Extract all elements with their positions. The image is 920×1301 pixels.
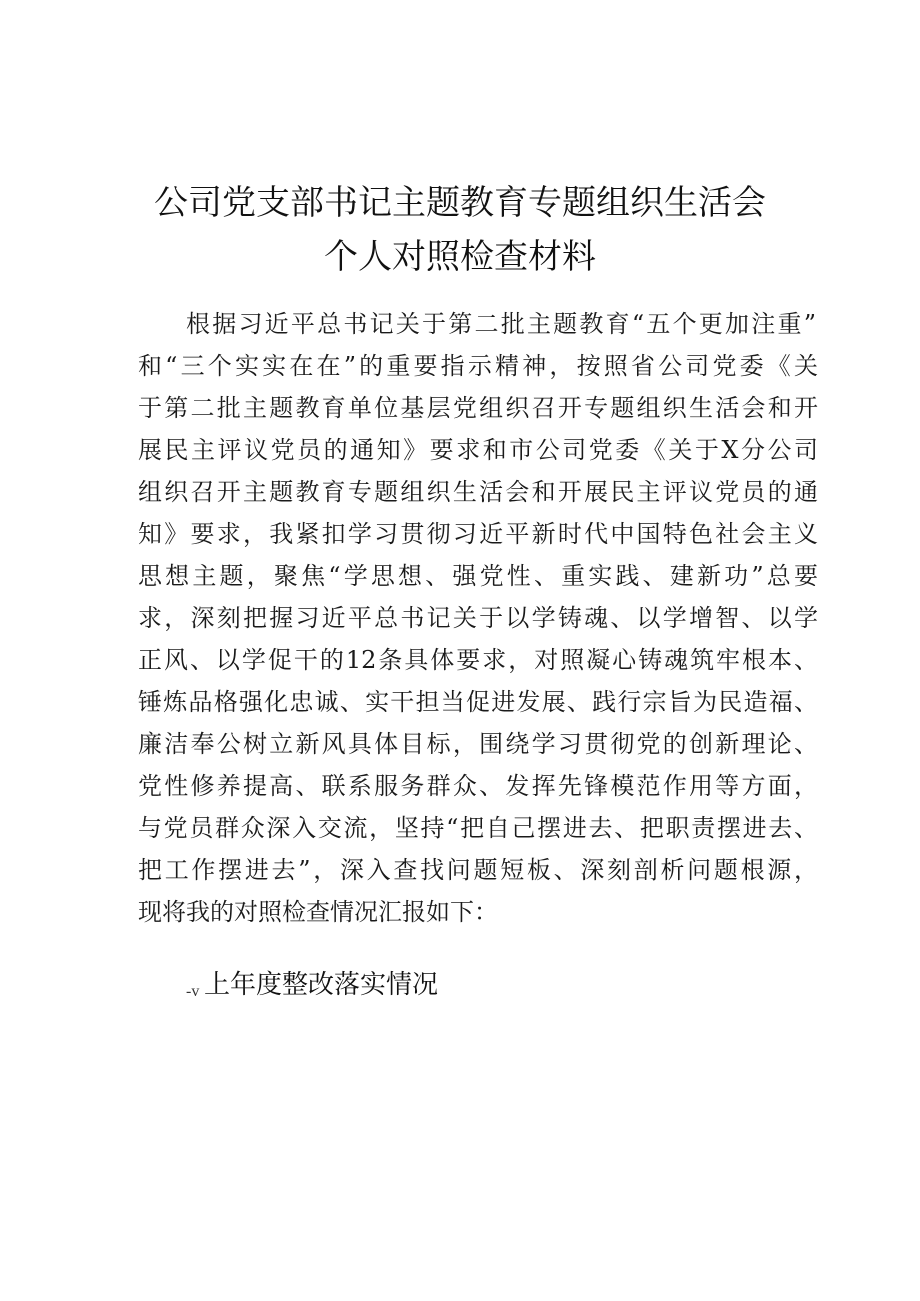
paragraph-line: 求，深刻把握习近平总书记关于以学铸魂、以学增智、以学 — [138, 604, 818, 632]
paragraph-line: 与党员群众深入交流，坚持“把自己摆进去、把职责摆进去、 — [138, 814, 818, 842]
paragraph-line: 组织召开主题教育专题组织生活会和开展民主评议党员的通 — [138, 478, 818, 506]
paragraph-line: 把工作摆进去”，深入查找问题短板、深刻剖析问题根源， — [138, 856, 818, 884]
paragraph-line: 和“三个实实在在”的重要指示精神，按照省公司党委《关 — [138, 352, 818, 380]
section-marker: -v — [186, 983, 200, 1000]
paragraph-line: 根据习近平总书记关于第二批主题教育“五个更加注重” — [186, 310, 816, 338]
paragraph-line: 展民主评议党员的通知》要求和市公司党委《关于X分公司 — [138, 436, 818, 464]
paragraph-line: 思想主题，聚焦“学思想、强党性、重实践、建新功”总要 — [138, 562, 818, 590]
document-title-line-1: 公司党支部书记主题教育专题组织生活会 — [154, 183, 766, 223]
paragraph-line: 廉洁奉公树立新风具体目标，围绕学习贯彻党的创新理论、 — [138, 730, 818, 758]
paragraph-line: 知》要求，我紧扣学习贯彻习近平新时代中国特色社会主义 — [138, 520, 818, 548]
document-title-line-2: 个人对照检查材料 — [324, 237, 596, 277]
paragraph-line: 锤炼品格强化忠诚、实干担当促进发展、践行宗旨为民造福、 — [138, 688, 818, 716]
section-heading: 上年度整改落实情况 — [204, 970, 439, 1000]
paragraph-line: 正风、以学促干的12条具体要求，对照凝心铸魂筑牢根本、 — [138, 646, 818, 674]
paragraph-line: 于第二批主题教育单位基层党组织召开专题组织生活会和开 — [138, 394, 818, 422]
paragraph-line: 现将我的对照检查情况汇报如下： — [138, 898, 498, 926]
paragraph-line: 党性修养提高、联系服务群众、发挥先锋模范作用等方面， — [138, 772, 818, 800]
